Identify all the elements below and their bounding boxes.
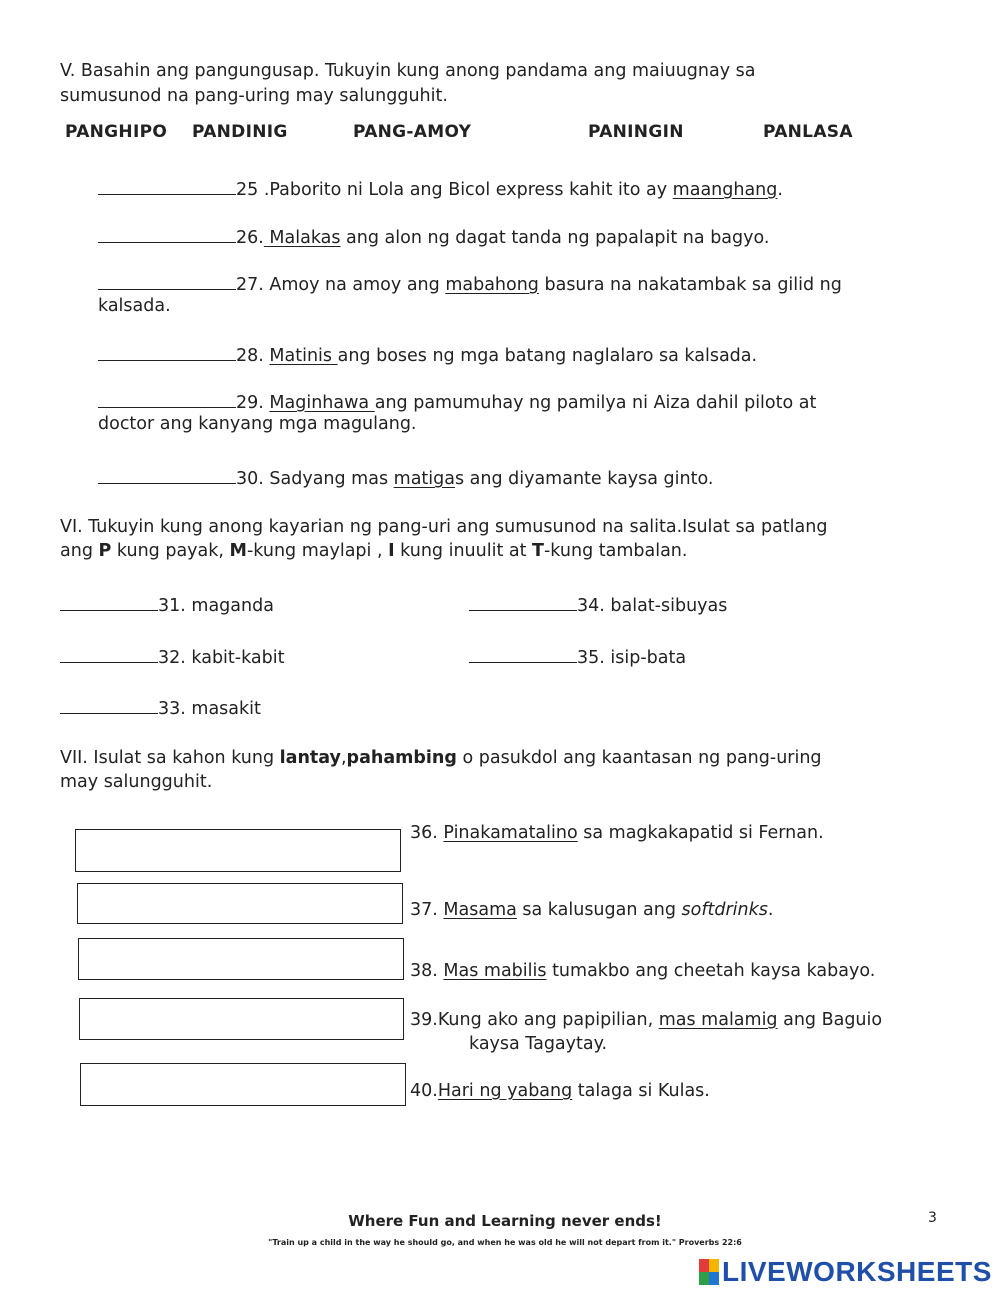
question-27-line2: kalsada. [98,296,171,316]
header-pandinig: PANDINIG [192,122,288,142]
question-29: 29. Maginhawa ang pamumuhay ng pamilya ni Aiza dahil piloto at [98,390,816,413]
header-paningin: PANINGIN [588,122,684,142]
header-pang-amoy: PANG-AMOY [353,122,472,142]
underlined-adjective: Mas mabilis [443,961,547,981]
answer-box-39[interactable] [79,998,404,1040]
page-number: 3 [928,1210,937,1226]
section6-instruction-line1: VI. Tukuyin kung anong kayarian ng pang-uri ang sumusunod na salita.Isulat sa patlang [60,517,828,537]
question-38: 38. Mas mabilis tumakbo ang cheetah kaysa kabayo. [410,961,876,981]
question-28: 28. Matinis ang boses ng mga batang naglalaro sa kalsada. [98,343,757,366]
section6-instruction-line2: ang P kung payak, M-kung maylapi , I kung inuulit at T-kung tambalan. [60,541,688,561]
underlined-adjective: maanghang [672,180,778,200]
footer-verse: "Train up a child in the way he should go, and when he was old he will not depart from it." Proverbs 22:6 [268,1238,742,1247]
question-29-line2: doctor ang kanyang mga magulang. [98,414,417,434]
answer-box-37[interactable] [77,883,403,924]
answer-box-40[interactable] [80,1063,406,1106]
underlined-adjective: mabahong [445,275,539,295]
question-36: 36. Pinakamatalino sa magkakapatid si Fernan. [410,823,824,843]
question-34: 34. balat-sibuyas [469,593,727,616]
answer-blank-26[interactable] [98,225,236,243]
question-25: 25 .Paborito ni Lola ang Bicol express kahit ito ay maanghang. [98,177,783,200]
section7-instruction-line1: VII. Isulat sa kahon kung lantay,pahambing o pasukdol ang kaantasan ng pang-uring [60,748,822,768]
question-32: 32. kabit-kabit [60,645,284,668]
underlined-adjective: matiga [393,469,455,489]
question-31: 31. maganda [60,593,274,616]
question-40: 40.Hari ng yabang talaga si Kulas. [410,1081,710,1101]
question-33: 33. masakit [60,696,261,719]
answer-blank-28[interactable] [98,343,236,361]
header-panghipo: PANGHIPO [65,122,168,142]
answer-blank-25[interactable] [98,177,236,195]
question-35: 35. isip-bata [469,645,686,668]
underlined-adjective: Pinakamatalino [443,823,578,843]
question-37: 37. Masama sa kalusugan ang softdrinks. [410,900,774,920]
answer-box-38[interactable] [78,938,404,980]
answer-blank-32[interactable] [60,645,158,663]
question-39: 39.Kung ako ang papipilian, mas malamig ang Baguio [410,1010,883,1030]
underlined-adjective: Matinis [269,346,338,366]
footer-title: Where Fun and Learning never ends! [348,1212,662,1230]
liveworksheets-logo [699,1256,992,1288]
question-27: 27. Amoy na amoy ang mabahong basura na nakatambak sa gilid ng [98,272,842,295]
question-39-line2: kaysa Tagaytay. [469,1034,608,1054]
underlined-adjective: Hari ng yabang [437,1081,573,1101]
section7-instruction-line2: may salungguhit. [60,772,213,792]
answer-blank-33[interactable] [60,696,158,714]
answer-blank-34[interactable] [469,593,577,611]
underlined-adjective: Malakas [263,228,341,248]
underlined-adjective: Masama [443,900,517,920]
liveworksheets-logo-icon [699,1259,719,1285]
underlined-adjective: mas malamig [658,1010,778,1030]
answer-blank-29[interactable] [98,390,236,408]
section5-instruction-line2: sumusunod na pang-uring may salungguhit. [60,86,448,106]
answer-blank-31[interactable] [60,593,158,611]
answer-blank-35[interactable] [469,645,577,663]
question-30: 30. Sadyang mas matigas ang diyamante kaysa ginto. [98,466,713,489]
logo-text: LIVEWORKSHEETS [722,1256,992,1287]
answer-box-36[interactable] [75,829,401,872]
section5-instruction-line1: V. Basahin ang pangungusap. Tukuyin kung anong pandama ang maiuugnay sa [60,61,756,81]
answer-blank-27[interactable] [98,272,236,290]
header-panlasa: PANLASA [763,122,853,142]
underlined-adjective: Maginhawa [269,393,375,413]
question-26: 26. Malakas ang alon ng dagat tanda ng papalapit na bagyo. [98,225,769,248]
answer-blank-30[interactable] [98,466,236,484]
